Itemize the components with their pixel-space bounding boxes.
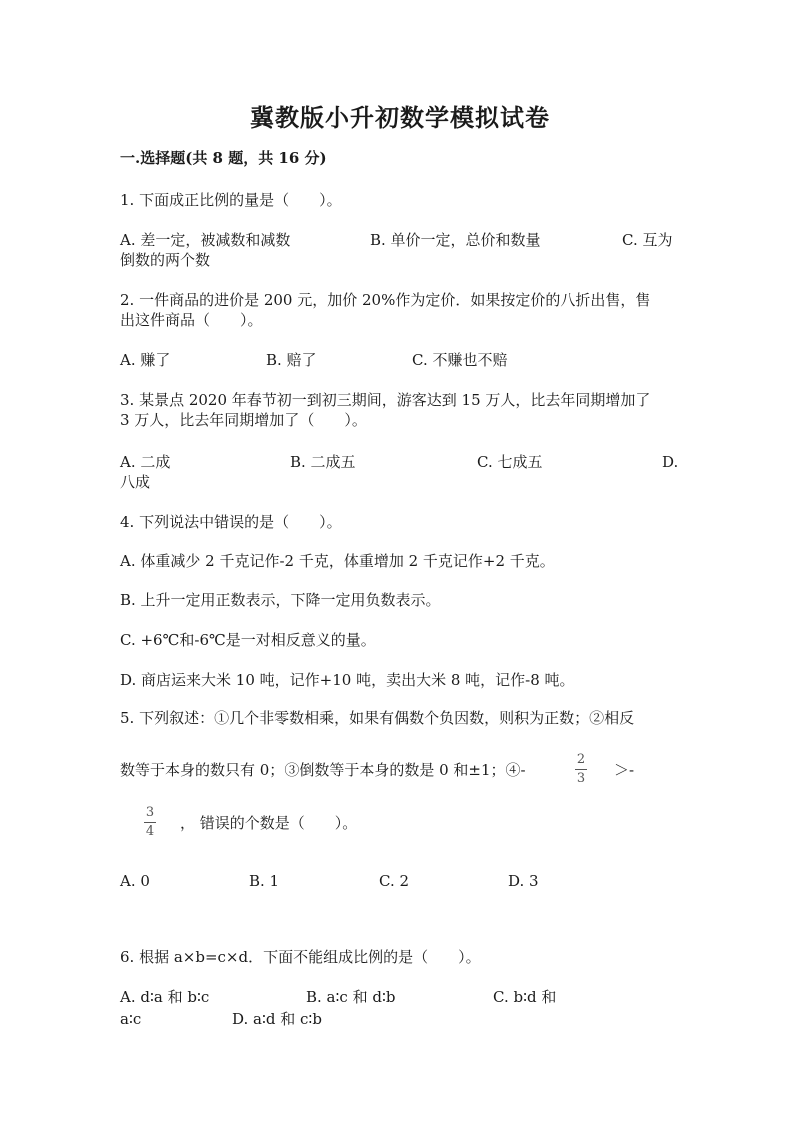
q6-option-d: D. a∶d 和 c∶b [232,1010,322,1028]
q6-option-a: A. d∶a 和 b∶c [120,988,210,1006]
fraction-bar [575,769,587,770]
q6-option-c: C. b∶d 和 [493,988,557,1006]
q5-stem-line2: 数等于本身的数只有 0；③倒数等于本身的数是 0 和±1；④- [120,761,526,779]
q1-option-b: B. 单价一定，总价和数量 [370,231,541,249]
q6-option-c-cont: a∶c [120,1010,142,1028]
fraction-numerator: 2 [576,752,586,767]
q5-option-d: D. 3 [508,872,539,890]
fraction-denominator: 3 [576,771,586,786]
q3-option-c: C. 七成五 [477,453,543,471]
q1-option-c-cont: 倒数的两个数 [120,251,211,269]
fraction-denominator: 4 [145,824,155,839]
q4-option-c: C. +6℃和-6℃是一对相反意义的量。 [120,631,376,649]
q4-option-b: B. 上升一定用正数表示，下降一定用负数表示。 [120,591,441,609]
q2-stem-line1: 2. 一件商品的进价是 200 元，加价 20%作为定价．如果按定价的八折出售，售 [120,291,651,309]
q3-stem-line1: 3. 某景点 2020 年春节初一到初三期间，游客达到 15 万人，比去年同期增加了 [120,391,651,409]
section-heading: 一.选择题(共 8 题，共 16 分) [120,149,327,167]
q2-option-a: A. 赚了 [120,351,171,369]
q5-stem-line1: 5. 下列叙述：①几个非零数相乘，如果有偶数个负因数，则积为正数；②相反 [120,709,635,727]
page-title: 冀教版小升初数学模拟试卷 [250,103,550,132]
fraction-numerator: 3 [145,805,155,820]
q5-greater-than: ＞- [614,761,635,779]
q1-stem: 1. 下面成正比例的量是（ ）。 [120,191,342,209]
q6-option-b: B. a∶c 和 d∶b [306,988,396,1006]
q3-option-d-cont: 八成 [120,473,151,491]
q5-option-a: A. 0 [120,872,150,890]
q2-stem-line2: 出这件商品（ ）。 [120,311,263,329]
q5-stem-line3: ， 错误的个数是（ ）。 [180,814,358,832]
q2-option-c: C. 不赚也不赔 [412,351,508,369]
q3-stem-line2: 3 万人，比去年同期增加了（ ）。 [120,411,367,429]
q3-option-b: B. 二成五 [290,453,356,471]
q2-option-b: B. 赔了 [266,351,317,369]
q4-option-a: A. 体重减少 2 千克记作-2 千克，体重增加 2 千克记作+2 千克。 [120,552,555,570]
q5-option-c: C. 2 [379,872,410,890]
fraction-three-fourths [144,806,156,839]
q4-stem: 4. 下列说法中错误的是（ ）。 [120,513,342,531]
q3-option-a: A. 二成 [120,453,171,471]
fraction-two-thirds [575,753,587,786]
q1-option-c: C. 互为 [622,231,673,249]
q1-option-a: A. 差一定，被减数和减数 [120,231,291,249]
fraction-bar [144,822,156,823]
q4-option-d: D. 商店运来大米 10 吨，记作+10 吨，卖出大米 8 吨，记作-8 吨。 [120,671,575,689]
q6-stem: 6. 根据 a×b=c×d．下面不能组成比例的是（ ）。 [120,948,481,966]
q3-option-d: D. [662,453,679,471]
q5-option-b: B. 1 [249,872,280,890]
